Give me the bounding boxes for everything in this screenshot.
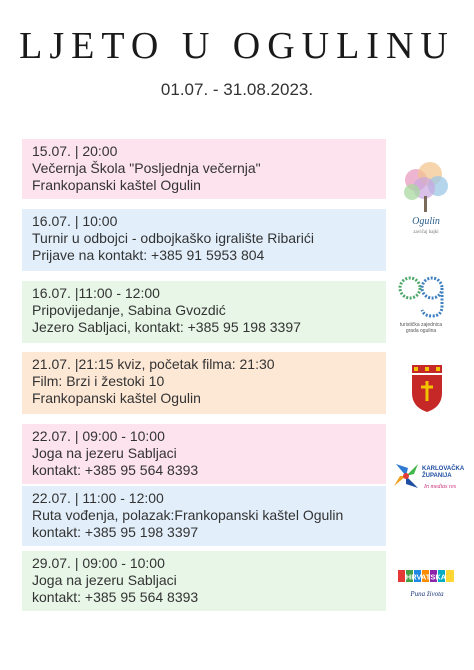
karlovac-logo-name2: ŽUPANIJA xyxy=(422,473,452,479)
pinwheel-icon xyxy=(394,464,418,488)
event-title: Joga na jezeru Sabljaci xyxy=(32,445,177,461)
event-date: 16.07. | 10:00 xyxy=(32,213,118,229)
og-logo xyxy=(396,272,446,346)
event-card xyxy=(22,352,386,414)
karlovac-logo-name1: KARLOVAČKA xyxy=(422,466,465,472)
karlovac-logo-slogan: In medias res xyxy=(424,484,457,490)
event-location: Frankopanski kaštel Ogulin xyxy=(32,390,201,406)
ogulin-logo xyxy=(396,160,456,238)
event-date: 22.07. | 11:00 - 12:00 xyxy=(32,490,164,506)
ogulin-logo-name: Ogulin xyxy=(412,216,440,227)
event-title: Pripovijedanje, Sabina Gvozdić xyxy=(32,302,226,318)
event-title: Film: Brzi i žestoki 10 xyxy=(32,373,165,389)
event-card xyxy=(22,424,386,484)
coat-of-arms-icon xyxy=(410,365,444,413)
og-mark-icon xyxy=(400,278,442,316)
event-title: Večernja Škola "Posljednja večernja" xyxy=(32,160,261,176)
croatia-logo-name: HRVATSKA xyxy=(405,572,447,582)
event-card xyxy=(22,281,386,343)
event-location: kontakt: +385 95 564 8393 xyxy=(32,589,199,605)
date-range: 01.07. - 31.08.2023. xyxy=(160,80,314,99)
event-card xyxy=(22,209,386,271)
event-title: Ruta vođenja, polazak:Frankopanski kaštel Ogulin xyxy=(32,507,344,523)
event-card xyxy=(22,486,386,546)
event-date: 21.07. |21:15 kviz, početak filma: 21:30 xyxy=(32,356,275,372)
event-location: Prijave na kontakt: +385 91 5953 804 xyxy=(32,247,265,263)
croatia-logo xyxy=(396,568,458,604)
croatia-logo-slogan: Puna života xyxy=(410,590,444,598)
event-location: kontakt: +385 95 198 3397 xyxy=(32,524,199,540)
event-card xyxy=(22,551,386,611)
event-date: 15.07. | 20:00 xyxy=(32,143,118,159)
karlovac-county-logo xyxy=(392,456,468,496)
page-title: LJETO U OGULINU xyxy=(19,25,455,67)
og-logo-text: turistička zajednica grada ogulina xyxy=(399,322,443,334)
event-title: Turnir u odbojci - odbojkaško igralište Ribarići xyxy=(32,230,314,246)
event-card xyxy=(22,139,386,199)
event-date: 22.07. | 09:00 - 10:00 xyxy=(32,428,165,444)
event-date: 16.07. |11:00 - 12:00 xyxy=(32,285,160,301)
event-location: Frankopanski kaštel Ogulin xyxy=(32,177,201,193)
event-date: 29.07. | 09:00 - 10:00 xyxy=(32,555,165,571)
ogulin-logo-tagline: zavičaj bajki xyxy=(413,230,439,235)
tree-icon xyxy=(404,162,448,212)
event-location: kontakt: +385 95 564 8393 xyxy=(32,462,199,478)
event-title: Joga na jezeru Sabljaci xyxy=(32,572,177,588)
event-location: Jezero Sabljaci, kontakt: +385 95 198 3397 xyxy=(32,319,301,335)
